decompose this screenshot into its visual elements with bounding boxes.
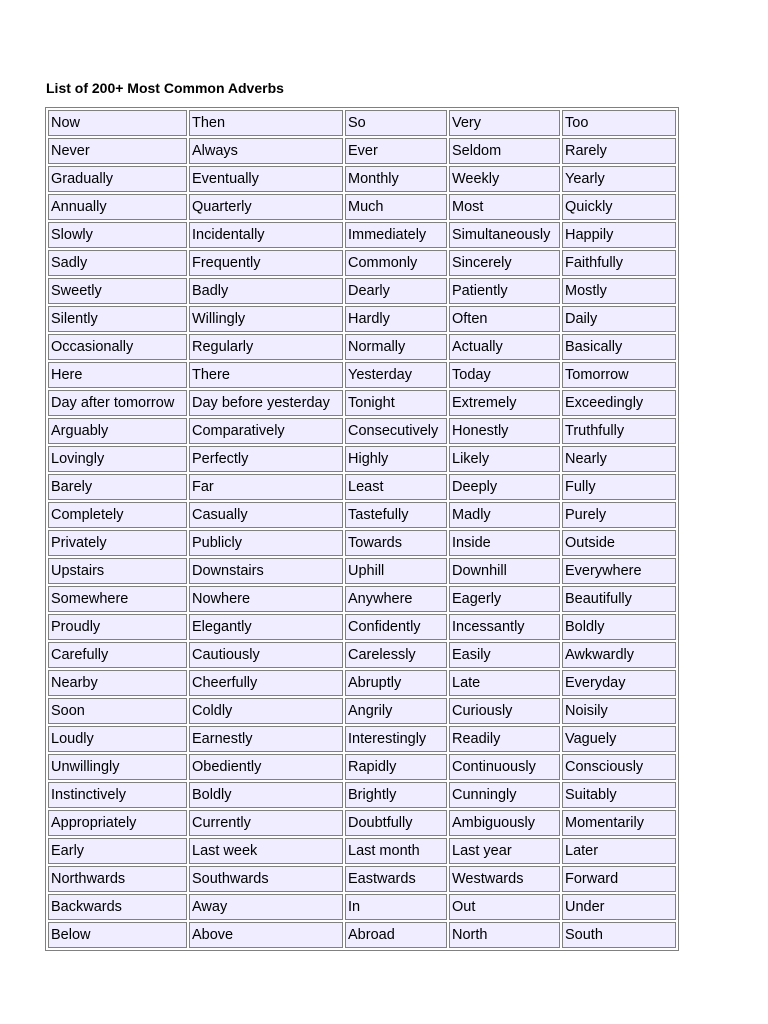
table-cell: Monthly [345,166,447,192]
table-cell: Sweetly [48,278,187,304]
table-cell: Eastwards [345,866,447,892]
table-cell: Tonight [345,390,447,416]
table-cell: Interestingly [345,726,447,752]
table-cell: Last year [449,838,560,864]
table-cell: Instinctively [48,782,187,808]
table-cell: Obediently [189,754,343,780]
table-cell: Most [449,194,560,220]
table-cell: Purely [562,502,676,528]
table-row [48,306,676,332]
table-row [48,754,676,780]
table-cell: Confidently [345,614,447,640]
table-cell: Under [562,894,676,920]
table-cell: Completely [48,502,187,528]
table-cell: Rapidly [345,754,447,780]
table-cell: Simultaneously [449,222,560,248]
table-cell: Incidentally [189,222,343,248]
table-cell: Cunningly [449,782,560,808]
table-cell: Last week [189,838,343,864]
table-cell: Rarely [562,138,676,164]
table-cell: Seldom [449,138,560,164]
table-cell: Gradually [48,166,187,192]
table-cell: Then [189,110,343,136]
table-cell: Doubtfully [345,810,447,836]
table-row [48,110,676,136]
table-cell: Always [189,138,343,164]
table-cell: Boldly [562,614,676,640]
table-cell: Curiously [449,698,560,724]
table-cell: Later [562,838,676,864]
table-cell: Consciously [562,754,676,780]
table-cell: Extremely [449,390,560,416]
table-row [48,502,676,528]
table-cell: Loudly [48,726,187,752]
table-cell: Last month [345,838,447,864]
table-cell: Incessantly [449,614,560,640]
table-cell: Today [449,362,560,388]
table-cell: Forward [562,866,676,892]
table-row [48,390,676,416]
table-cell: Soon [48,698,187,724]
table-cell: Yearly [562,166,676,192]
table-row [48,250,676,276]
table-cell: Comparatively [189,418,343,444]
table-cell: Honestly [449,418,560,444]
table-cell: Normally [345,334,447,360]
table-cell: Somewhere [48,586,187,612]
table-row [48,586,676,612]
table-cell: Here [48,362,187,388]
table-cell: Quickly [562,194,676,220]
adverb-table [45,107,679,951]
table-cell: Abruptly [345,670,447,696]
table-cell: Vaguely [562,726,676,752]
table-row [48,362,676,388]
table-cell: Deeply [449,474,560,500]
table-cell: Mostly [562,278,676,304]
table-cell: Early [48,838,187,864]
table-cell: Silently [48,306,187,332]
table-cell: Casually [189,502,343,528]
table-cell: Exceedingly [562,390,676,416]
table-cell: Cautiously [189,642,343,668]
table-cell: Brightly [345,782,447,808]
table-row [48,922,676,948]
table-row [48,670,676,696]
table-cell: Upstairs [48,558,187,584]
table-cell: Carelessly [345,642,447,668]
table-cell: Yesterday [345,362,447,388]
table-cell: Westwards [449,866,560,892]
table-cell: Nowhere [189,586,343,612]
table-cell: Day after tomorrow [48,390,187,416]
table-cell: Coldly [189,698,343,724]
table-cell: Readily [449,726,560,752]
table-row [48,278,676,304]
table-cell: Too [562,110,676,136]
table-row [48,446,676,472]
table-row [48,334,676,360]
table-cell: Truthfully [562,418,676,444]
table-cell: Very [449,110,560,136]
table-cell: North [449,922,560,948]
table-cell: Cheerfully [189,670,343,696]
table-cell: Beautifully [562,586,676,612]
table-cell: Commonly [345,250,447,276]
adverb-table-body [48,110,676,948]
table-cell: Continuously [449,754,560,780]
table-cell: Consecutively [345,418,447,444]
table-cell: Proudly [48,614,187,640]
table-cell: Everywhere [562,558,676,584]
table-cell: Abroad [345,922,447,948]
table-cell: Boldly [189,782,343,808]
table-cell: Weekly [449,166,560,192]
table-cell: Easily [449,642,560,668]
table-cell: Angrily [345,698,447,724]
table-cell: Willingly [189,306,343,332]
table-cell: Slowly [48,222,187,248]
table-cell: Patiently [449,278,560,304]
table-cell: Perfectly [189,446,343,472]
table-cell: Inside [449,530,560,556]
table-cell: Late [449,670,560,696]
table-cell: Awkwardly [562,642,676,668]
table-cell: Day before yesterday [189,390,343,416]
table-cell: In [345,894,447,920]
table-cell: Appropriately [48,810,187,836]
table-row [48,614,676,640]
table-cell: Downstairs [189,558,343,584]
table-cell: Ever [345,138,447,164]
table-row [48,138,676,164]
table-cell: Far [189,474,343,500]
table-row [48,222,676,248]
table-cell: Suitably [562,782,676,808]
table-cell: Actually [449,334,560,360]
table-cell: Above [189,922,343,948]
table-row [48,474,676,500]
table-cell: Likely [449,446,560,472]
table-row [48,642,676,668]
document-title: List of 200+ Most Common Adverbs [46,80,284,96]
table-cell: Frequently [189,250,343,276]
table-row [48,166,676,192]
table-cell: Momentarily [562,810,676,836]
table-cell: Much [345,194,447,220]
table-cell: Least [345,474,447,500]
table-cell: Annually [48,194,187,220]
table-row [48,782,676,808]
table-row [48,838,676,864]
table-cell: Elegantly [189,614,343,640]
table-cell: Sincerely [449,250,560,276]
table-cell: Tastefully [345,502,447,528]
table-row [48,530,676,556]
table-cell: Eagerly [449,586,560,612]
table-cell: Ambiguously [449,810,560,836]
table-cell: Arguably [48,418,187,444]
table-cell: Lovingly [48,446,187,472]
table-cell: Fully [562,474,676,500]
table-cell: Now [48,110,187,136]
table-cell: Southwards [189,866,343,892]
table-row [48,866,676,892]
table-cell: Occasionally [48,334,187,360]
table-cell: Faithfully [562,250,676,276]
table-cell: Badly [189,278,343,304]
table-cell: Hardly [345,306,447,332]
table-cell: Below [48,922,187,948]
table-row [48,810,676,836]
table-cell: Basically [562,334,676,360]
table-cell: Never [48,138,187,164]
table-cell: Publicly [189,530,343,556]
table-row [48,418,676,444]
table-cell: Earnestly [189,726,343,752]
table-cell: Madly [449,502,560,528]
table-cell: Quarterly [189,194,343,220]
table-cell: Noisily [562,698,676,724]
table-cell: Daily [562,306,676,332]
table-cell: Unwillingly [48,754,187,780]
table-cell: Often [449,306,560,332]
table-cell: Highly [345,446,447,472]
table-cell: So [345,110,447,136]
table-cell: Anywhere [345,586,447,612]
table-cell: Uphill [345,558,447,584]
table-cell: South [562,922,676,948]
table-cell: Privately [48,530,187,556]
table-cell: Barely [48,474,187,500]
table-cell: Away [189,894,343,920]
table-cell: There [189,362,343,388]
table-cell: Outside [562,530,676,556]
table-cell: Nearly [562,446,676,472]
table-cell: Carefully [48,642,187,668]
table-cell: Out [449,894,560,920]
table-cell: Backwards [48,894,187,920]
table-cell: Happily [562,222,676,248]
table-cell: Dearly [345,278,447,304]
table-cell: Sadly [48,250,187,276]
table-cell: Everyday [562,670,676,696]
table-cell: Immediately [345,222,447,248]
table-row [48,726,676,752]
table-cell: Tomorrow [562,362,676,388]
table-cell: Towards [345,530,447,556]
table-cell: Regularly [189,334,343,360]
table-row [48,558,676,584]
table-row [48,194,676,220]
table-row [48,894,676,920]
table-row [48,698,676,724]
table-cell: Northwards [48,866,187,892]
table-cell: Eventually [189,166,343,192]
table-cell: Currently [189,810,343,836]
table-cell: Downhill [449,558,560,584]
table-cell: Nearby [48,670,187,696]
